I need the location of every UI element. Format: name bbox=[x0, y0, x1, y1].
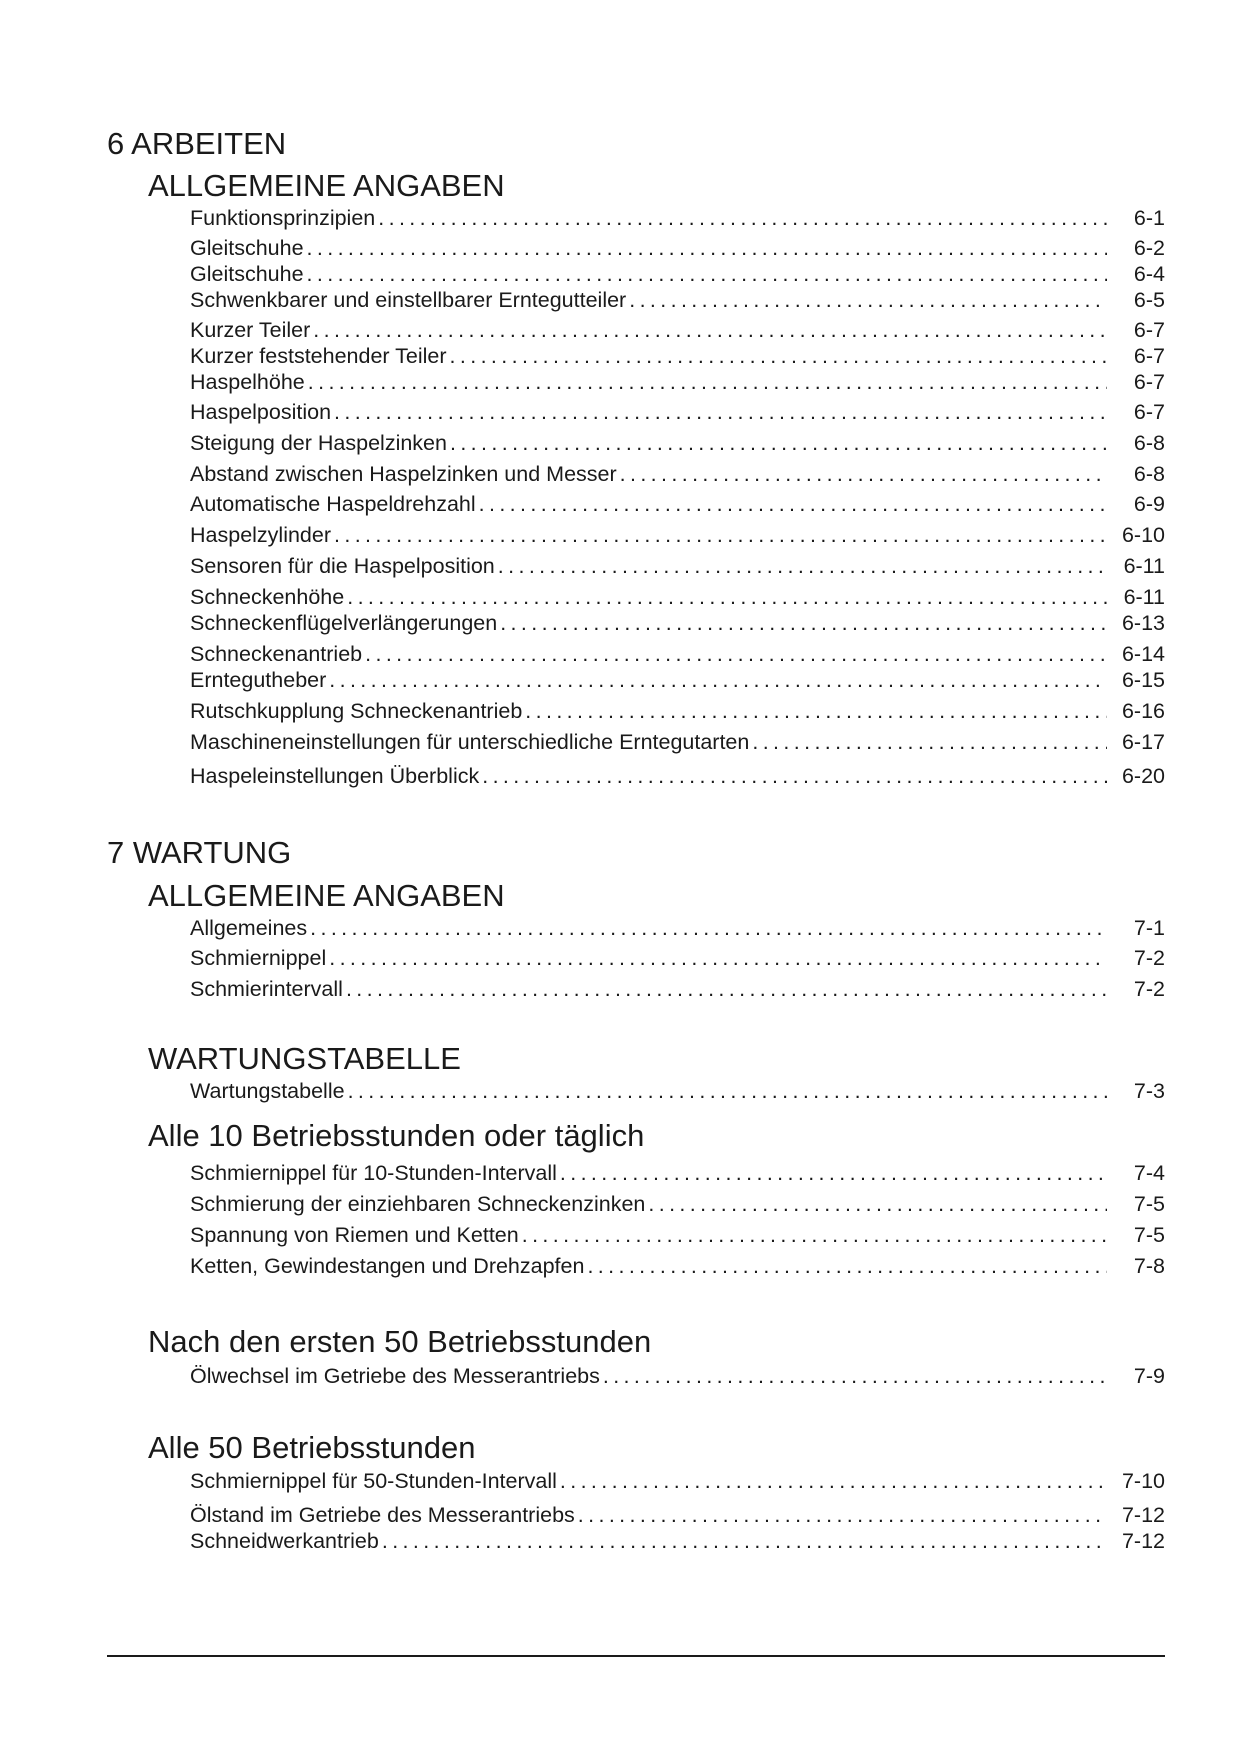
toc-leader-dots bbox=[498, 553, 1107, 579]
toc-entry[interactable] bbox=[190, 369, 1165, 395]
toc-entry-label: Gleitschuhe bbox=[190, 262, 304, 286]
toc-entry[interactable] bbox=[190, 1502, 1165, 1528]
toc-entry-page: 7-3 bbox=[1133, 1079, 1165, 1103]
toc-leader-dots bbox=[307, 235, 1107, 261]
toc-entry-page: 6-20 bbox=[1121, 764, 1165, 788]
toc-entry-page: 6-8 bbox=[1133, 431, 1165, 455]
chapter-title: 6 ARBEITEN bbox=[107, 126, 287, 161]
toc-entry-page: 7-8 bbox=[1133, 1254, 1165, 1278]
toc-entry-label: Haspelhöhe bbox=[190, 370, 305, 394]
section-title: Nach den ersten 50 Betriebsstunden bbox=[148, 1324, 652, 1359]
toc-entry-page: 7-12 bbox=[1121, 1529, 1165, 1553]
toc-entry[interactable] bbox=[190, 491, 1165, 517]
toc-entry[interactable] bbox=[190, 945, 1165, 971]
toc-entry-label: Funktionsprinzipien bbox=[190, 206, 376, 230]
toc-entry-label: Sensoren für die Haspelposition bbox=[190, 554, 495, 578]
toc-leader-dots bbox=[648, 1191, 1107, 1217]
toc-entry-label: Haspeleinstellungen Überblick bbox=[190, 764, 480, 788]
toc-entry-page: 6-7 bbox=[1133, 370, 1165, 394]
toc-entry-label: Rutschkupplung Schneckenantrieb bbox=[190, 699, 523, 723]
toc-entry-label: Wartungstabelle bbox=[190, 1079, 345, 1103]
toc-entry-page: 6-15 bbox=[1121, 668, 1165, 692]
toc-leader-dots bbox=[346, 976, 1107, 1002]
toc-leader-dots bbox=[603, 1363, 1107, 1389]
toc-entry-page: 7-9 bbox=[1133, 1364, 1165, 1388]
toc-entry-page: 7-12 bbox=[1121, 1503, 1165, 1527]
section-title: Alle 50 Betriebsstunden bbox=[148, 1430, 476, 1465]
toc-leader-dots bbox=[560, 1468, 1107, 1494]
toc-leader-dots bbox=[525, 698, 1107, 724]
toc-leader-dots bbox=[382, 1528, 1107, 1554]
toc-entry-label: Allgemeines bbox=[190, 916, 308, 940]
toc-entry-label: Schmierung der einziehbaren Schneckenzinken bbox=[190, 1192, 646, 1216]
toc-entry-label: Spannung von Riemen und Ketten bbox=[190, 1223, 519, 1247]
toc-entry-page: 6-5 bbox=[1133, 288, 1165, 312]
toc-entry[interactable] bbox=[190, 343, 1165, 369]
toc-leader-dots bbox=[347, 584, 1107, 610]
toc-entry-label: Haspelzylinder bbox=[190, 523, 332, 547]
toc-entry-label: Haspelposition bbox=[190, 400, 332, 424]
toc-leader-dots bbox=[378, 205, 1107, 231]
toc-entry[interactable] bbox=[190, 1191, 1165, 1217]
toc-entry-label: Ölwechsel im Getriebe des Messerantriebs bbox=[190, 1364, 600, 1388]
toc-entry-page: 7-5 bbox=[1133, 1192, 1165, 1216]
toc-entry[interactable] bbox=[190, 317, 1165, 343]
toc-entry[interactable] bbox=[190, 729, 1165, 755]
toc-leader-dots bbox=[500, 610, 1107, 636]
toc-leader-dots bbox=[348, 1078, 1107, 1104]
toc-leader-dots bbox=[479, 491, 1107, 517]
toc-entry-page: 7-4 bbox=[1133, 1161, 1165, 1185]
toc-leader-dots bbox=[365, 641, 1107, 667]
toc-entry-label: Schneidwerkantrieb bbox=[190, 1529, 379, 1553]
toc-entry-label: Schneckenflügelverlängerungen bbox=[190, 611, 498, 635]
toc-leader-dots bbox=[560, 1160, 1107, 1186]
toc-entry[interactable] bbox=[190, 641, 1165, 667]
toc-entry-page: 6-9 bbox=[1133, 492, 1165, 516]
toc-leader-dots bbox=[313, 317, 1107, 343]
toc-leader-dots bbox=[334, 522, 1107, 548]
toc-entry[interactable] bbox=[190, 235, 1165, 261]
toc-entry[interactable] bbox=[190, 915, 1165, 941]
toc-leader-dots bbox=[587, 1253, 1107, 1279]
toc-leader-dots bbox=[329, 667, 1107, 693]
toc-entry[interactable] bbox=[190, 584, 1165, 610]
toc-entry-label: Erntegutheber bbox=[190, 668, 327, 692]
footer-rule bbox=[107, 1655, 1165, 1657]
toc-entry-page: 6-7 bbox=[1133, 400, 1165, 424]
toc-entry-label: Schneckenhöhe bbox=[190, 585, 345, 609]
toc-entry-page: 6-11 bbox=[1123, 585, 1165, 609]
section-title: ALLGEMEINE ANGABEN bbox=[148, 168, 505, 203]
toc-entry[interactable] bbox=[190, 1222, 1165, 1248]
toc-leader-dots bbox=[450, 430, 1107, 456]
toc-entry[interactable] bbox=[190, 399, 1165, 425]
toc-entry-label: Automatische Haspeldrehzahl bbox=[190, 492, 476, 516]
toc-entry-page: 6-10 bbox=[1121, 523, 1165, 547]
section-title: Alle 10 Betriebsstunden oder täglich bbox=[148, 1118, 645, 1153]
toc-entry-page: 6-4 bbox=[1133, 262, 1165, 286]
toc-entry-label: Maschineneinstellungen für unterschiedliche Erntegutarten bbox=[190, 730, 750, 754]
toc-entry[interactable] bbox=[190, 461, 1165, 487]
toc-entry[interactable] bbox=[190, 1160, 1165, 1186]
toc-entry[interactable] bbox=[190, 667, 1165, 693]
toc-entry-page: 7-10 bbox=[1121, 1469, 1165, 1493]
toc-entry-page: 7-5 bbox=[1133, 1223, 1165, 1247]
toc-entry-label: Kurzer Teiler bbox=[190, 318, 311, 342]
toc-entry-page: 6-8 bbox=[1133, 462, 1165, 486]
toc-entry[interactable] bbox=[190, 1253, 1165, 1279]
toc-entry[interactable] bbox=[190, 430, 1165, 456]
section-title: ALLGEMEINE ANGABEN bbox=[148, 878, 505, 913]
toc-entry-page: 6-7 bbox=[1133, 318, 1165, 342]
toc-entry-label: Schmierintervall bbox=[190, 977, 343, 1001]
toc-entry-page: 6-16 bbox=[1121, 699, 1165, 723]
toc-leader-dots bbox=[752, 729, 1107, 755]
toc-entry-page: 6-1 bbox=[1133, 206, 1165, 230]
toc-entry[interactable] bbox=[190, 1528, 1165, 1554]
toc-entry[interactable] bbox=[190, 698, 1165, 724]
toc-leader-dots bbox=[334, 399, 1107, 425]
toc-entry-label: Ölstand im Getriebe des Messerantriebs bbox=[190, 1503, 575, 1527]
toc-entry-label: Steigung der Haspelzinken bbox=[190, 431, 447, 455]
toc-entry[interactable] bbox=[190, 1078, 1165, 1104]
toc-entry[interactable] bbox=[190, 522, 1165, 548]
toc-entry[interactable] bbox=[190, 610, 1165, 636]
toc-entry-page: 6-11 bbox=[1123, 554, 1165, 578]
toc-entry[interactable] bbox=[190, 205, 1165, 231]
toc-entry[interactable] bbox=[190, 976, 1165, 1002]
toc-entry[interactable] bbox=[190, 553, 1165, 579]
toc-entry[interactable] bbox=[190, 1468, 1165, 1494]
toc-entry-label: Abstand zwischen Haspelzinken und Messer bbox=[190, 462, 617, 486]
toc-entry-label: Ketten, Gewindestangen und Drehzapfen bbox=[190, 1254, 585, 1278]
section-title: WARTUNGSTABELLE bbox=[148, 1041, 461, 1076]
chapter-title: 7 WARTUNG bbox=[107, 835, 292, 870]
toc-entry-page: 7-2 bbox=[1133, 977, 1165, 1001]
toc-entry-label: Schmiernippel für 10-Stunden-Intervall bbox=[190, 1161, 557, 1185]
toc-entry[interactable] bbox=[190, 287, 1165, 313]
toc-leader-dots bbox=[522, 1222, 1107, 1248]
toc-entry-label: Schmiernippel für 50-Stunden-Intervall bbox=[190, 1469, 557, 1493]
toc-entry-label: Gleitschuhe bbox=[190, 236, 304, 260]
toc-leader-dots bbox=[308, 369, 1107, 395]
toc-leader-dots bbox=[307, 261, 1107, 287]
toc-leader-dots bbox=[620, 461, 1107, 487]
toc-leader-dots bbox=[482, 763, 1107, 789]
toc-entry-label: Schmiernippel bbox=[190, 946, 327, 970]
toc-entry-label: Kurzer feststehender Teiler bbox=[190, 344, 447, 368]
toc-entry-page: 7-1 bbox=[1133, 916, 1165, 940]
toc-entry-page: 6-2 bbox=[1133, 236, 1165, 260]
toc-entry-page: 6-14 bbox=[1121, 642, 1165, 666]
toc-entry-page: 6-17 bbox=[1121, 730, 1165, 754]
toc-leader-dots bbox=[578, 1502, 1107, 1528]
toc-entry[interactable] bbox=[190, 763, 1165, 789]
toc-entry-page: 7-2 bbox=[1133, 946, 1165, 970]
toc-leader-dots bbox=[450, 343, 1107, 369]
toc-entry[interactable] bbox=[190, 1363, 1165, 1389]
toc-leader-dots bbox=[310, 915, 1107, 941]
toc-entry[interactable] bbox=[190, 261, 1165, 287]
toc-entry-page: 6-13 bbox=[1121, 611, 1165, 635]
toc-leader-dots bbox=[329, 945, 1107, 971]
toc-entry-label: Schneckenantrieb bbox=[190, 642, 363, 666]
toc-entry-label: Schwenkbarer und einstellbarer Erntegutteiler bbox=[190, 288, 627, 312]
toc-entry-page: 6-7 bbox=[1133, 344, 1165, 368]
toc-leader-dots bbox=[629, 287, 1107, 313]
